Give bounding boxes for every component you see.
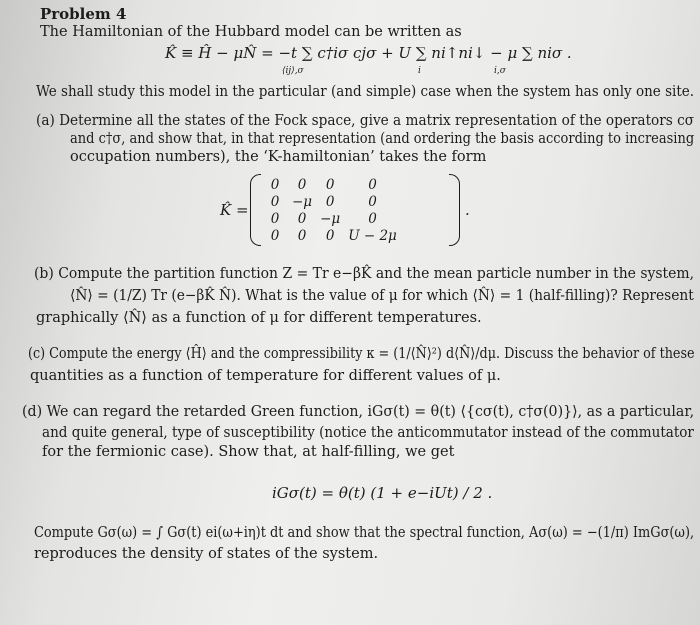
matrix-row xyxy=(262,193,401,210)
matrix-row xyxy=(262,227,401,244)
matrix-cell: −μ xyxy=(292,193,313,210)
part-d-final-line-1: Compute Gσ(ω) = ∫ Gσ(t) ei(ω+iη)t dt and show that the spectral function, Aσ(ω) = −(1/π) ImGσ(ω), xyxy=(34,525,695,541)
hamiltonian-equation: K̂ ≡ Ĥ − μN̂ = −t ∑ c†iσ cjσ + U ∑ ni↑ni↓ − μ ∑ niσ . xyxy=(165,44,572,62)
matrix-cell: 0 xyxy=(325,176,335,193)
matrix-cell: 0 xyxy=(368,210,377,227)
problem-title: Problem 4 xyxy=(40,5,127,23)
intro-text: The Hamiltonian of the Hubbard model can be written as xyxy=(40,24,462,40)
matrix-left-paren xyxy=(250,174,261,246)
part-b-line-3: graphically ⟨N̂⟩ as a function of μ for different temperatures. xyxy=(36,310,482,326)
matrix-table xyxy=(262,176,401,244)
matrix-cell: 0 xyxy=(297,227,307,244)
k-hamiltonian-matrix xyxy=(250,176,460,244)
matrix-cell: 0 xyxy=(297,176,307,193)
matrix-period: . xyxy=(465,201,470,219)
study-line: We shall study this model in the particular (and simple) case when the system has only one site. xyxy=(36,84,695,100)
part-b-line-2: ⟨N̂⟩ = (1/Z) Tr (e−βK̂ N̂). What is the value of μ for which ⟨N̂⟩ = 1 (half-filling)? Represent xyxy=(70,288,694,304)
sum-index-interaction: i xyxy=(418,66,421,76)
matrix-cell: 0 xyxy=(325,193,335,210)
matrix-row xyxy=(262,176,401,193)
part-a-line-2: and c†σ, and show that, in that representation (and ordering the basis according to increasing xyxy=(70,131,695,147)
matrix-cell: 0 xyxy=(270,193,280,210)
part-a-line-1: (a) Determine all the states of the Fock space, give a matrix representation of the operators cσ xyxy=(36,113,695,129)
matrix-cell: 0 xyxy=(270,227,280,244)
matrix-cell: 0 xyxy=(270,210,280,227)
part-a-line-3: occupation numbers), the ‘K-hamiltonian’ takes the form xyxy=(70,149,487,165)
matrix-cell: 0 xyxy=(270,176,280,193)
matrix-row xyxy=(262,210,401,227)
green-function-equation: iGσ(t) = θ(t) (1 + e−iUt) / 2 . xyxy=(272,484,493,502)
part-d-line-2: and quite general, type of susceptibility (notice the anticommutator instead of the commutator xyxy=(42,425,694,441)
matrix-cell: 0 xyxy=(297,210,307,227)
matrix-cell: 0 xyxy=(325,227,335,244)
sum-index-chemical: i,σ xyxy=(494,66,506,76)
matrix-label: K̂ = xyxy=(220,201,249,219)
part-d-line-3: for the fermionic case). Show that, at half-filling, we get xyxy=(42,444,455,460)
matrix-right-paren xyxy=(449,174,460,246)
part-d-final-line-2: reproduces the density of states of the system. xyxy=(34,546,379,562)
matrix-cell: U − 2μ xyxy=(348,227,397,244)
part-d-line-1: (d) We can regard the retarded Green function, iGσ(t) = θ(t) ⟨{cσ(t), c†σ(0)}⟩, as a particular, xyxy=(22,404,695,420)
part-b-line-1: (b) Compute the partition function Z = Tr e−βK̂ and the mean particle number in the system, xyxy=(34,266,695,282)
part-c-line-2: quantities as a function of temperature for different values of μ. xyxy=(30,368,501,384)
matrix-cell: 0 xyxy=(368,193,377,210)
matrix-cell: −μ xyxy=(320,210,341,227)
sum-index-hopping: ⟨ij⟩,σ xyxy=(282,66,304,76)
part-c-line-1: (c) Compute the energy ⟨Ĥ⟩ and the compressibility κ = (1/⟨N̂⟩²) d⟨N̂⟩/dμ. Discuss the behavior of these xyxy=(28,346,695,362)
matrix-cell: 0 xyxy=(368,176,377,193)
